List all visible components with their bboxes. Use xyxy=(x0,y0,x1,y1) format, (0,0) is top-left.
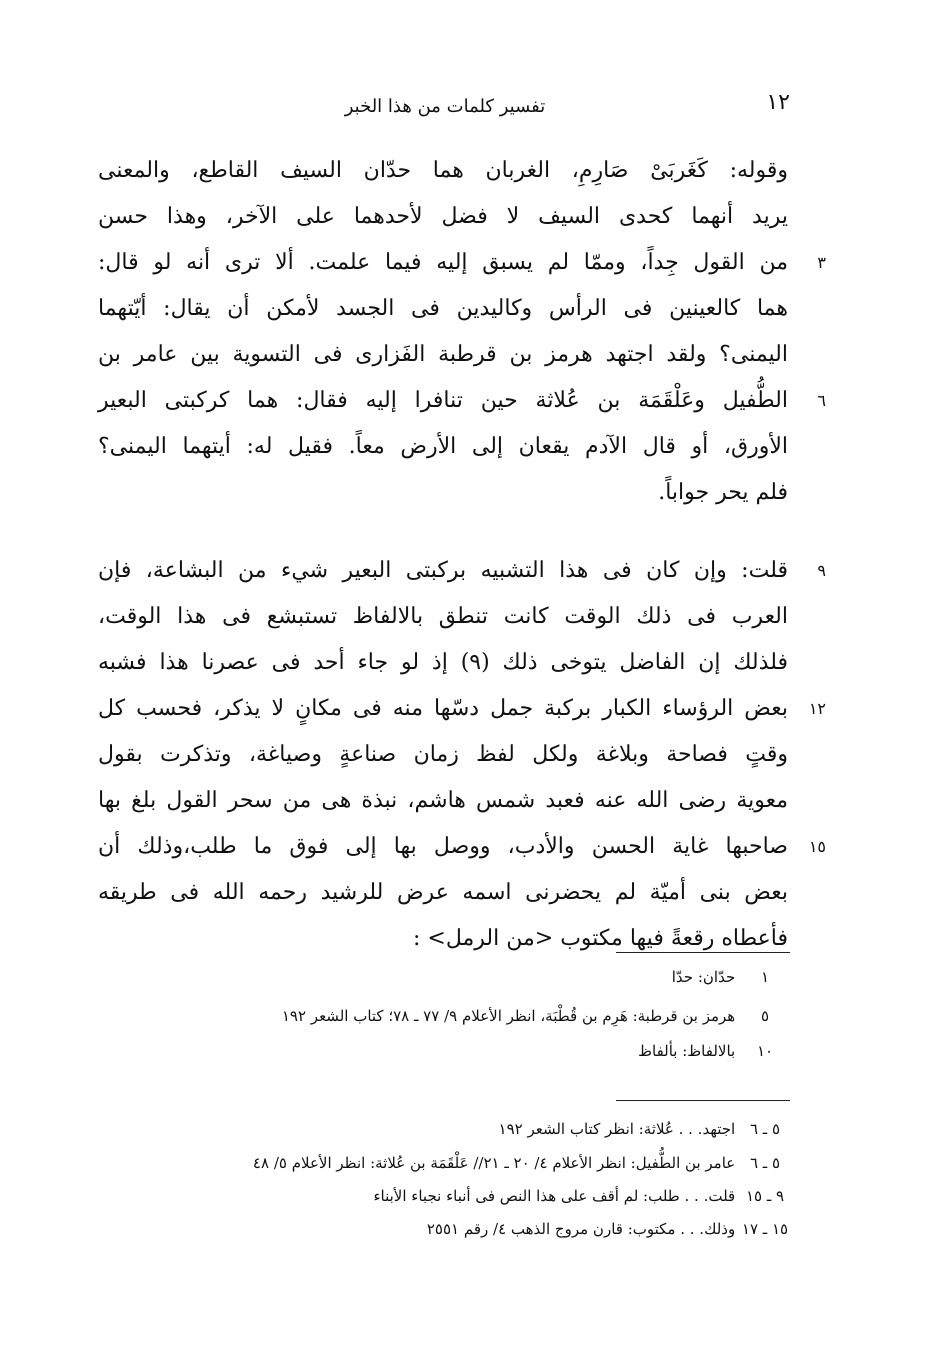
note-line-ref: ١٠ xyxy=(756,1042,774,1060)
text-line: ٣ من القول جِداً، وممّا لم يسبق إليه فيما علمت. ألا ترى أنه لو قال: xyxy=(98,240,788,286)
note-line-ref: ١٥ ـ ١٧ xyxy=(741,1220,789,1238)
note-text: اجتهد. . . عُلاثة: انظر كتاب الشعر ١٩٢ xyxy=(498,1120,736,1138)
text-line: يريد أنهما كحدى السيف لا فضل لأحدهما على الآخر، وهذا حسن xyxy=(98,204,788,229)
note-line-ref: ٥ ـ ٦ xyxy=(749,1120,781,1138)
line-number: ٩ xyxy=(817,561,826,580)
text-line: فلذلك إن الفاضل يتوخى ذلك (٩) إذ لو جاء أحد فى عصرنا هذا فشبه xyxy=(98,650,788,675)
note-text: هرمز بن قرطبة: هَرِم بن قُطْبَة، انظر الأعلام ٩/ ٧٧ ـ ٧٨؛ كتاب الشعر ١٩٢ xyxy=(281,1007,736,1025)
variant-note xyxy=(282,1007,790,1025)
source-note xyxy=(427,1220,790,1238)
line-number: ٦ xyxy=(817,391,826,410)
text-line: هما كالعينين فى الرأس وكاليدين فى الجسد لأمكن أن يقال: أيّتهما xyxy=(98,296,788,321)
text-line: ١٢ بعض الرؤساء الكبار بركبة جمل دسّها منه فى مكانٍ لا يذكر، فحسب كل xyxy=(98,686,788,732)
note-text: وذلك. . . مكتوب: قارن مروج الذهب ٤/ رقم ٢٥٥١ xyxy=(426,1220,736,1238)
line-number: ١٢ xyxy=(808,699,826,718)
text-line: وقوله: كَغَربَىْ صَارِمِ، الغربان هما حدّان السيف القاطع، والمعنى xyxy=(98,158,788,183)
text-line: اليمنى؟ ولقد اجتهد هرمز بن قرطبة الفَزارى فى التسوية بين عامر بن xyxy=(98,342,789,367)
source-note xyxy=(373,1187,790,1205)
text-line: معوية رضى الله عنه فعبد شمس هاشم، نبذة هى من سحر القول بلغ بها xyxy=(98,788,788,813)
apparatus-rule xyxy=(616,952,790,953)
text-line: فلم يحر جواباً. xyxy=(658,480,788,505)
text-line: وقتٍ فصاحة وبلاغة ولكل لفظ زمان صناعةٍ وصياغة، وتذكرت بقول xyxy=(98,742,788,767)
note-text: بالالفاظ: بألفاظ xyxy=(638,1042,736,1060)
note-line-ref: ٥ xyxy=(760,1007,770,1025)
text-line: ٩ قلت: وإن كان فى هذا التشبيه بركبتى البعير شيء من البشاعة، فإن xyxy=(98,548,788,594)
text-line: العرب فى ذلك الوقت كانت تنطق بالالفاظ تستبشع فى هذا الوقت، xyxy=(98,604,788,629)
apparatus-rule xyxy=(616,1100,790,1101)
text-line: فأعطاه رقعةً فيها مكتوب <من الرمل> : xyxy=(413,926,788,951)
variant-note xyxy=(672,968,790,986)
text-line: الأورق، أو قال الآدم يقعان إلى الأرض معاً. فقيل له: أيتهما اليمنى؟ xyxy=(98,434,788,459)
text-line: ١٥ صاحبها غاية الحسن والأدب، ووصل بها إلى فوق ما طلب،وذلك أن xyxy=(98,824,788,870)
note-text: قلت. . . طلب: لم أقف على هذا النص فى أنباء نجباء الأبناء xyxy=(373,1187,736,1205)
note-text: عامر بن الطُّفيل: انظر الأعلام ٤/ ٢٠ ـ ٢١// عَلْقَمَة بن عُلاثة: انظر الأعلام ٥/ ٤٨ xyxy=(252,1154,736,1172)
text-line: بعض بنى أميّة لم يحضرنى اسمه عرض للرشيد رحمه الله فى طريقه xyxy=(98,880,788,905)
note-text: حدّان: حدّا xyxy=(671,968,736,986)
line-number: ٣ xyxy=(817,253,826,272)
source-note xyxy=(499,1120,790,1138)
running-title: تفسير كلمات من هذا الخبر xyxy=(344,96,546,117)
page-number: ١٢ xyxy=(766,90,790,115)
source-note xyxy=(253,1154,790,1172)
line-number: ١٥ xyxy=(808,837,826,856)
note-line-ref: ٥ ـ ٦ xyxy=(749,1154,781,1172)
variant-note xyxy=(638,1042,790,1060)
text-line: ٦ الطُّفيل وعَلْقَمَة بن عُلاثة حين تنافرا إليه فقال: هما كركبتى البعير xyxy=(98,378,788,424)
note-line-ref: ٩ ـ ١٥ xyxy=(745,1187,785,1205)
page-header xyxy=(100,90,790,130)
note-line-ref: ١ xyxy=(760,968,770,986)
main-text-block xyxy=(98,148,826,962)
